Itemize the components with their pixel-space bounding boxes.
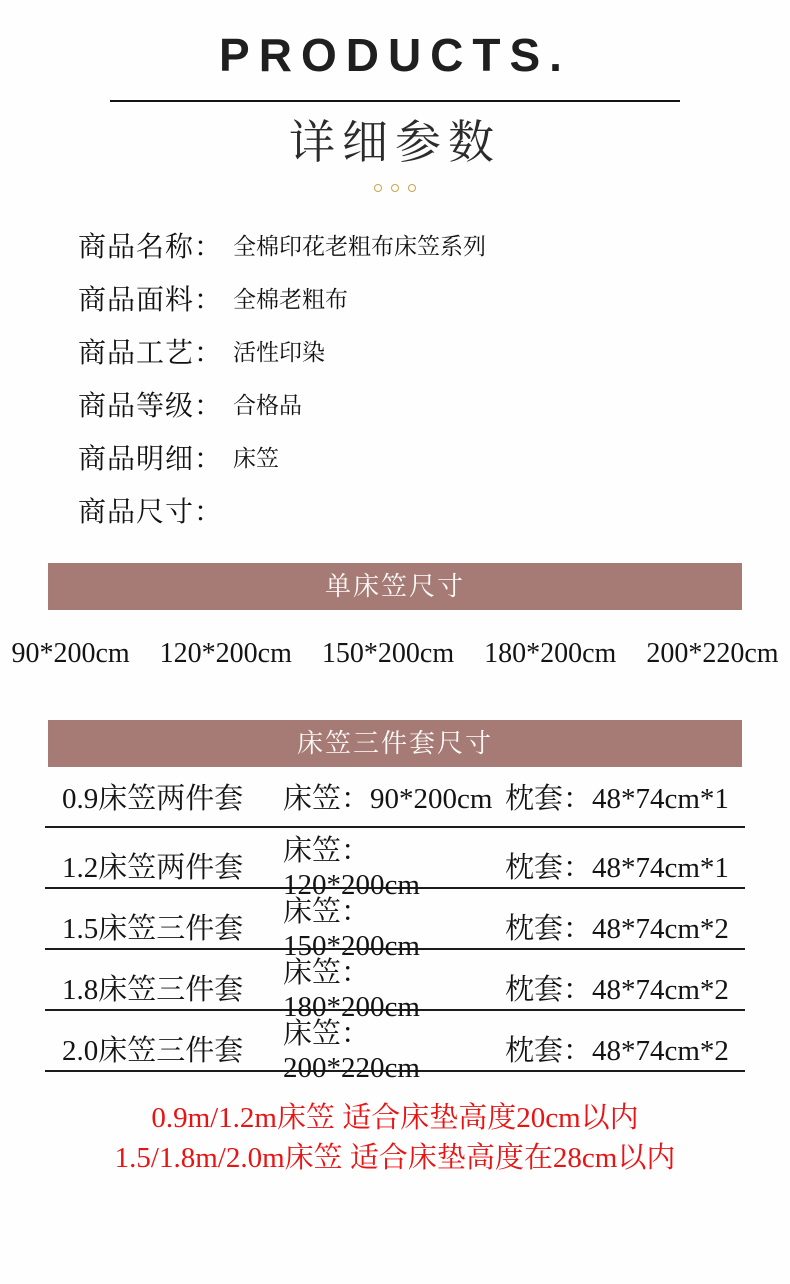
size-item: 120*200cm — [159, 638, 292, 669]
attribute-value: 合格品 — [233, 393, 303, 418]
set-name: 2.0床笠三件套 — [62, 1034, 244, 1067]
attribute-row-size — [78, 483, 790, 536]
dot-icon — [391, 184, 399, 192]
attribute-row-name — [78, 218, 790, 271]
decorative-dots — [0, 184, 790, 192]
set-pillow-size: 枕套：48*74cm*2 — [505, 912, 729, 945]
set-sheet-size: 床笠：180*200cm — [283, 957, 420, 1023]
attribute-value: 全棉老粗布 — [233, 287, 349, 312]
attribute-list — [78, 218, 790, 536]
attribute-label: 商品等级： — [78, 390, 224, 422]
attribute-label: 商品工艺： — [78, 337, 224, 369]
attribute-row-craft — [78, 324, 790, 377]
attribute-label: 商品名称： — [78, 231, 224, 263]
set-sheet-size: 床笠：90*200cm — [283, 783, 493, 815]
mattress-height-notes — [0, 1098, 790, 1178]
set-pillow-size: 枕套：48*74cm*2 — [505, 973, 729, 1006]
set-table-banner: 床笠三件套尺寸 — [48, 720, 742, 767]
set-name: 1.5床笠三件套 — [62, 912, 244, 945]
set-name: 0.9床笠两件套 — [62, 783, 244, 815]
set-size-table — [45, 767, 745, 1084]
header-divider — [110, 100, 680, 102]
table-row — [45, 1011, 745, 1084]
dot-icon — [408, 184, 416, 192]
single-sheet-sizes — [0, 634, 790, 674]
table-row — [45, 767, 745, 828]
set-pillow-size: 枕套：48*74cm*1 — [505, 783, 729, 815]
attribute-row-fabric — [78, 271, 790, 324]
set-sheet-size: 床笠：200*220cm — [283, 1018, 420, 1084]
size-item: 200*220cm — [646, 638, 779, 669]
section-title: 详细参数 — [289, 116, 501, 168]
attribute-label: 商品面料： — [78, 284, 224, 316]
attribute-value: 活性印染 — [233, 340, 326, 365]
dot-icon — [374, 184, 382, 192]
attribute-label: 商品明细： — [78, 443, 224, 475]
table-row — [45, 828, 745, 901]
attribute-value: 床笠 — [233, 446, 280, 471]
single-sheet-banner: 单床笠尺寸 — [48, 563, 742, 610]
set-name: 1.2床笠两件套 — [62, 851, 244, 884]
set-pillow-size: 枕套：48*74cm*1 — [505, 851, 729, 884]
attribute-row-detail — [78, 430, 790, 483]
size-item: 90*200cm — [11, 638, 130, 669]
brand-title: PRODUCTS. — [219, 29, 571, 81]
size-item: 150*200cm — [321, 638, 455, 669]
table-row — [45, 889, 745, 962]
table-row — [45, 950, 745, 1023]
note-line: 0.9m/1.2m床笠 适合床垫高度20cm以内 — [151, 1102, 639, 1134]
size-item: 180*200cm — [484, 638, 617, 669]
attribute-label: 商品尺寸： — [78, 496, 224, 528]
set-sheet-size: 床笠：150*200cm — [283, 896, 420, 962]
note-line: 1.5/1.8m/2.0m床笠 适合床垫高度在28cm以内 — [114, 1142, 676, 1174]
attribute-value: 全棉印花老粗布床笠系列 — [233, 234, 487, 259]
set-sheet-size: 床笠：120*200cm — [283, 835, 420, 901]
set-name: 1.8床笠三件套 — [62, 973, 244, 1006]
attribute-row-grade — [78, 377, 790, 430]
set-pillow-size: 枕套：48*74cm*2 — [505, 1034, 729, 1067]
